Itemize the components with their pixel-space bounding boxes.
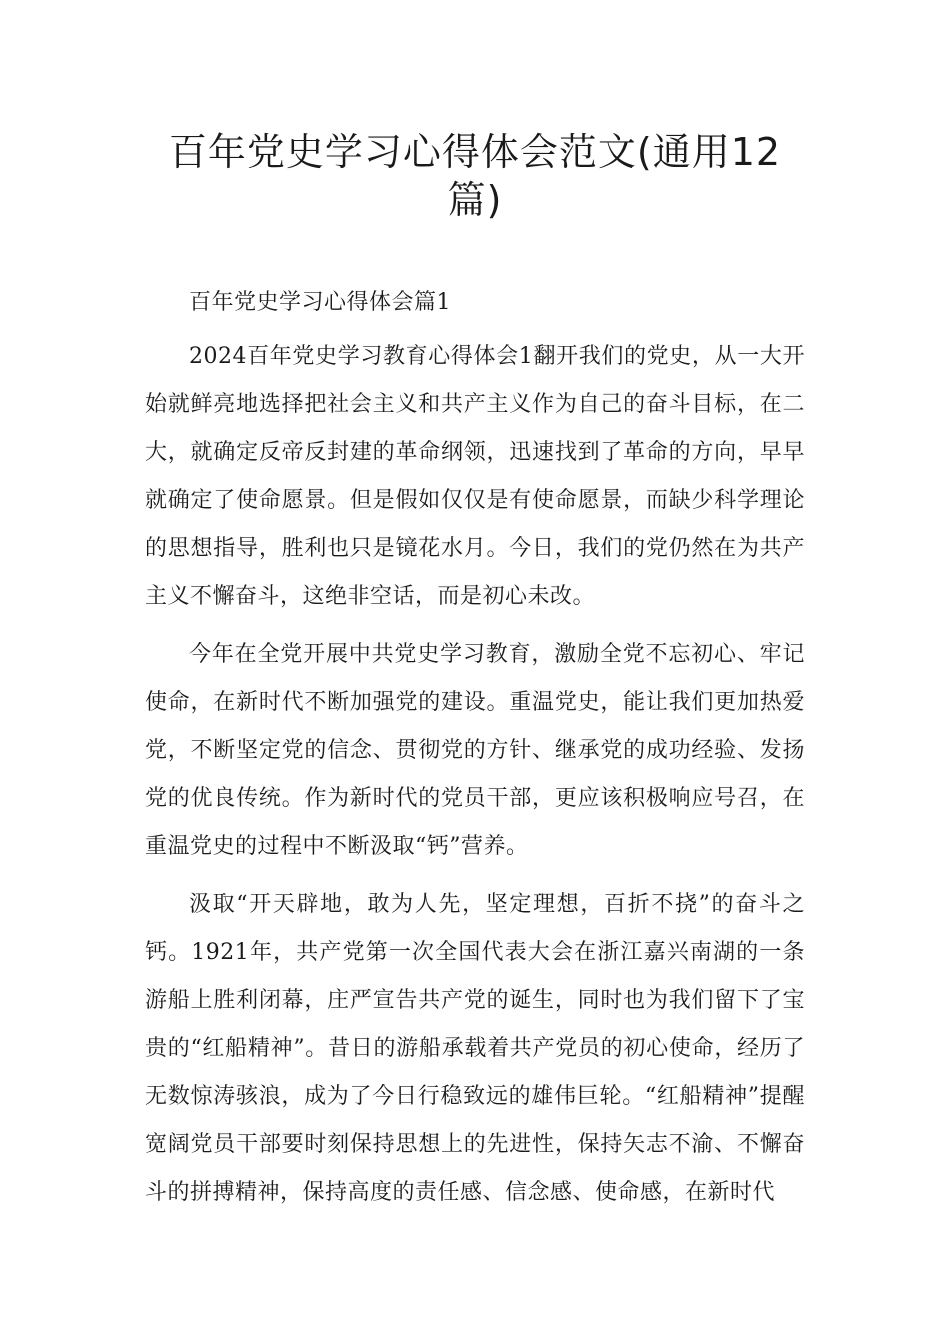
document-title: 百年党史学习心得体会范文(通用12篇): [168, 130, 782, 222]
paragraph: 汲取“开天辟地，敢为人先，坚定理想，百折不挠”的奋斗之钙。1921年，共产党第一次全国代表大会在浙江嘉兴南湖的一条游船上胜利闭幕，庄严宣告共产党的诞生，同时也为我们留下了宝贵的“红船精神”。昔日的游船承载着共产党员的初心使命，经历了无数惊涛骇浪，成为了今日行稳致远的雄伟巨轮。“红船精神”提醒宽阔党员干部要时刻保持思想上的先进性，保持矢志不渝、不懈奋斗的拼搏精神，保持高度的责任感、信念感、使命感，在新时代: [145, 892, 805, 1205]
document-body: [145, 279, 805, 1227]
paragraph: 2024百年党史学习教育心得体会1翻开我们的党史，从一大开始就鲜亮地选择把社会主义和共产主义作为自己的奋斗目标，在二大，就确定反帝反封建的革命纲领，迅速找到了革命的方向，早早就确定了使命愿景。但是假如仅仅是有使命愿景，而缺少科学理论的思想指导，胜利也只是镜花水月。今日，我们的党仍然在为共产主义不懈奋斗，这绝非空话，而是初心未改。: [145, 344, 805, 609]
section-heading: 百年党史学习心得体会篇1: [189, 290, 451, 315]
paragraph: 今年在全党开展中共党史学习教育，激励全党不忘初心、牢记使命，在新时代不断加强党的建设。重温党史，能让我们更加热爱党，不断坚定党的信念、贯彻党的方针、继承党的成功经验、发扬党的优良传统。作为新时代的党员干部，更应该积极响应号召，在重温党史的过程中不断汲取“钙”营养。: [145, 642, 805, 859]
